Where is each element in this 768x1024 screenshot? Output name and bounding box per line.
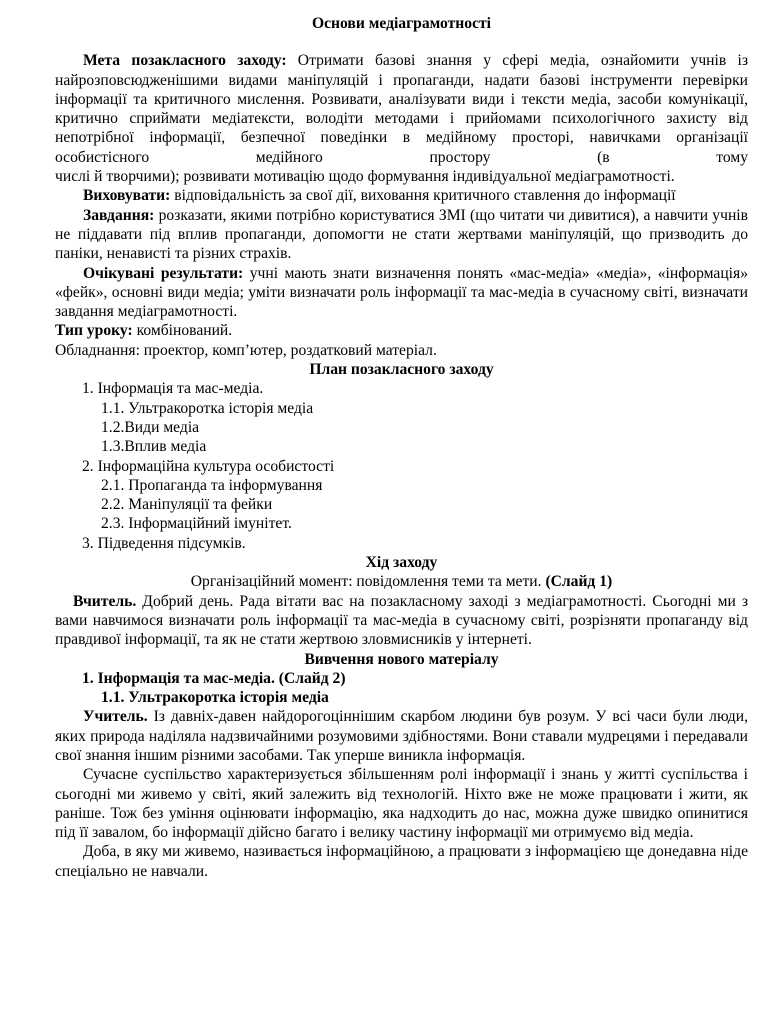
goal-label: Мета позакласного заходу: — [83, 52, 287, 70]
history-text-1: Із давніх-давен найдорогоціннішим скарбом людини був розум. У всі часи були люди, яких природа наділяла надзвичайними розумовими здібностями. Вони ставали мудрецями і передавали свої знання іншим різними засобами. Так уперше виникла інформація. — [55, 708, 748, 764]
plan-item: 2.3. Інформаційний імунітет. — [101, 515, 292, 533]
goal-paragraph — [55, 51, 748, 167]
nurture-paragraph — [55, 186, 748, 205]
plan-item: 2.1. Пропаганда та інформування — [101, 476, 323, 494]
document-title: Основи медіаграмотності — [311, 15, 491, 32]
teacher-label-2: Учитель. — [83, 708, 148, 726]
plan-item: 2.2. Маніпуляції та фейки — [101, 496, 273, 514]
section-1-1-heading: 1.1. Ультракоротка історія медіа — [101, 689, 329, 707]
equipment-line: Обладнання: проектор, комп’ютер, роздатковий матеріал. — [55, 341, 437, 359]
lesson-type-line — [55, 321, 748, 340]
nurture-text: відповідальність за свої дії, виховання критичного ставлення до інформації — [170, 187, 676, 205]
nurture-label: Виховувати: — [83, 187, 171, 205]
lesson-type-label: Тип уроку: — [55, 322, 133, 340]
plan-item: 1.3.Вплив медіа — [101, 438, 207, 456]
plan-heading: План позакласного заходу — [309, 361, 494, 379]
plan-item: 1.2.Види медіа — [101, 418, 200, 436]
goal-text: Отримати базові знання у сфері медіа, ознайомити учнів із найрозповсюдженішими видами маніпуляцій і пропаганди, надати базові інструменти перевірки інформації та критичного мислення. Розвивати, аналізувати види і тексти медіа, засоби комунікації, критично сприймати медіатексти, володіти методами і прийомами психологічного захисту від непотрібної інформації, безпечної поведінки в медійному просторі, навичками організації особистісного медійного простору (в тому — [55, 52, 749, 166]
tasks-text: розказати, якими потрібно користуватися ЗМІ (що читати чи дивитися), а навчити учнів не піддавати під вплив пропаганди, допомогти не стати жертвами маніпуляцій, що призводить до паніки, ненависті та різних страхів. — [55, 206, 748, 263]
new-material-heading: Вивчення нового матеріалу — [304, 650, 499, 668]
plan-item: 1.1. Ультракоротка історія медіа — [101, 399, 314, 417]
tasks-paragraph — [55, 206, 748, 264]
goal-continuation-line — [55, 167, 748, 186]
tasks-label: Завдання: — [83, 206, 155, 224]
slide-1-label: (Слайд 1) — [545, 573, 613, 591]
history-paragraph-3: Доба, в яку ми живемо, називається інформаційною, а працювати з інформацією ще донедавна ніде спеціально не навчали. — [55, 843, 748, 880]
history-paragraph-2: Сучасне суспільство характеризується збільшенням ролі інформації і знань у житті суспільства і сьогодні ми живемо у світі, який залежить від технологій. Ніхто вже не може працювати і жити, як раніше. Тож без уміння оцінювати інформацію, яка надходить до нас, можна дуже швидко опинитися під її завалом, бо інформації дійсно багато і велику частину інформації ми отримуємо від медіа. — [55, 766, 748, 842]
plan-item: 3. Підведення підсумків. — [82, 534, 246, 552]
goal-text-continued: числі й творчими); розвивати мотивацію щодо формування індивідуальної медіаграмотності. — [55, 168, 675, 186]
teacher-greeting-text: Добрий день. Рада вітати вас на позакласному заході з медіаграмотності. Сьогодні ми з вами навчимося визначати роль інформації та мас-медіа в сучасному світі, розрізняти пропаганду від правдивої інформації, та як не стати жертвою зловмисників у інтернеті. — [55, 592, 748, 649]
section-1-heading: 1. Інформація та мас-медіа. (Слайд 2) — [82, 669, 346, 687]
plan-item: 1. Інформація та мас-медіа. — [82, 380, 264, 398]
results-text: учні мають знати визначення понять «мас-медіа» «медіа», «інформація» «фейк», основні види медіа; уміти визначати роль інформації та мас-медіа в сучасному світі, визначати завдання медіаграмотності. — [55, 264, 748, 321]
org-moment-text: Організаційний момент: повідомлення теми та мети. — [190, 573, 546, 591]
course-heading: Хід заходу — [365, 554, 438, 572]
results-paragraph — [55, 264, 748, 322]
plan-item: 2. Інформаційна культура особистості — [82, 457, 335, 475]
lesson-type-text: комбінований. — [132, 322, 233, 340]
teacher-greeting-paragraph — [55, 592, 748, 650]
results-label: Очікувані результати: — [83, 264, 244, 282]
org-moment-line — [55, 572, 748, 591]
history-paragraph-1 — [55, 707, 748, 765]
teacher-label: Вчитель. — [73, 592, 137, 610]
